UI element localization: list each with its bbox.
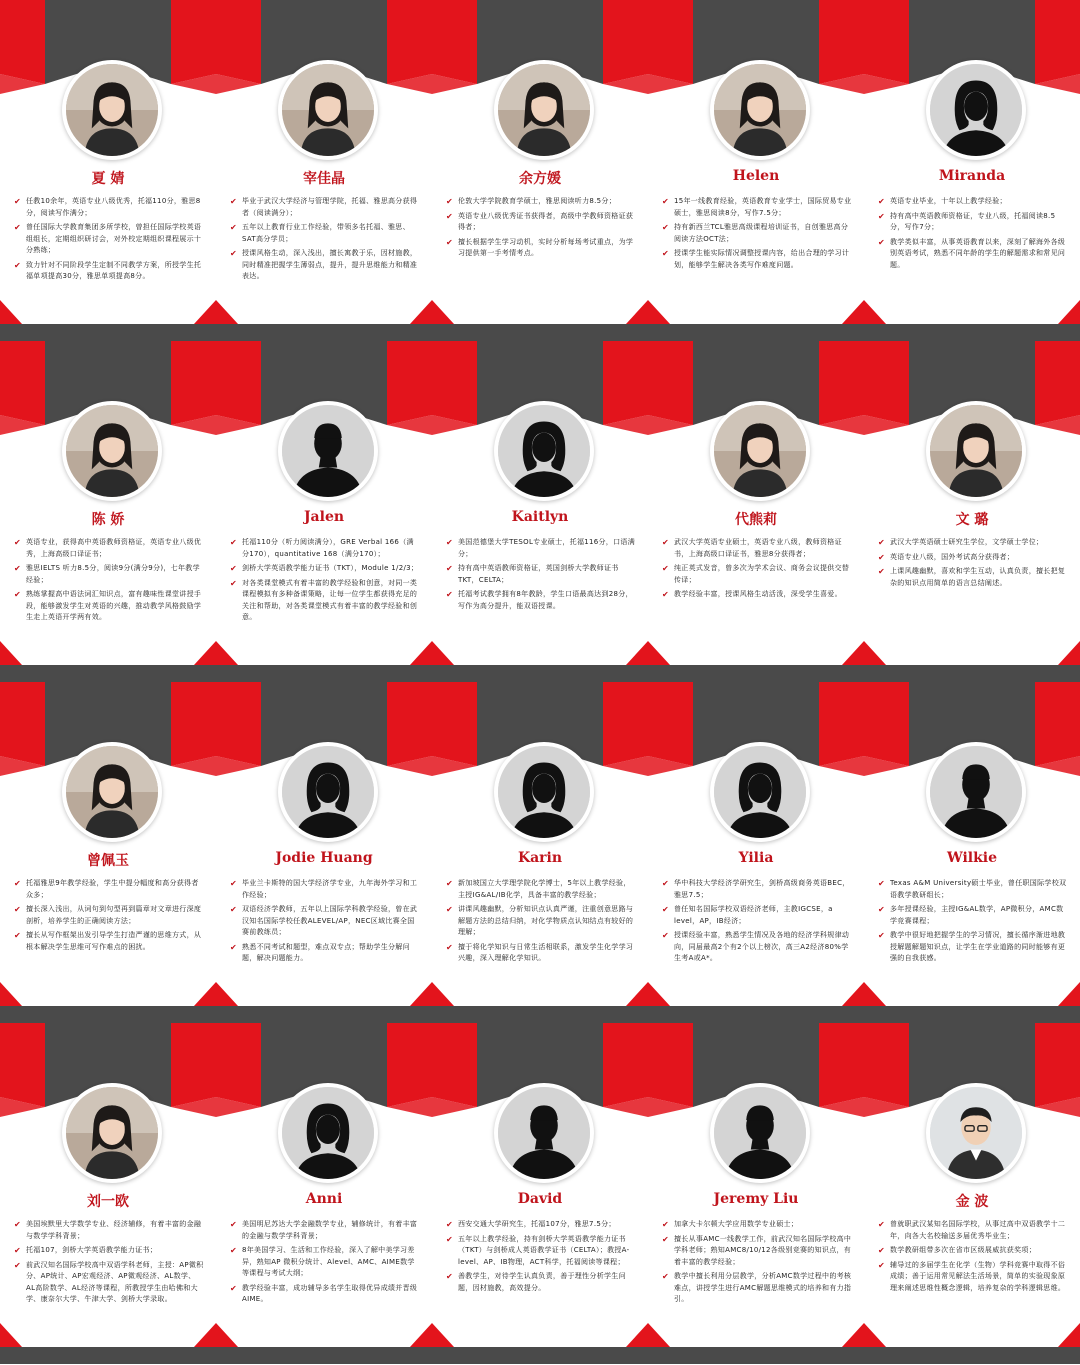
- checkmark-icon: ✔: [878, 538, 886, 547]
- teacher-bullet: [230, 248, 420, 283]
- checkmark-icon: ✔: [878, 552, 886, 562]
- teacher-bullet-text: 熟练掌握高中语法词汇知识点，富有趣味性课堂讲授手段，能够激发学生对英语的兴趣，推动教学风格鼓励学生走上英语开学两有效。: [26, 590, 202, 621]
- teacher-bullets: [878, 878, 1068, 968]
- teacher-bullet: [662, 196, 852, 219]
- teacher-bullet-text: 曾就职武汉某知名国际学校，从事过高中双语教学十二年，向各大名校输送多届优秀毕业生；: [890, 1220, 1066, 1240]
- teacher-card: [648, 0, 864, 341]
- teacher-bullet-text: 对各类课堂模式有着丰富的教学经验和创意，对同一类课程模拟有多种备课策略，让每一位学生都获得充足的关注和帮助，对各类课堂模式有着丰富的教学经验和创意。: [242, 578, 418, 621]
- teacher-bullet-text: 西安交通大学研究生，托福107分，雅思7.5分；: [458, 1220, 616, 1228]
- teacher-bullet-text: 英语专业，获得高中英语教师资格证，英语专业八级优秀，上海高级口译证书；: [26, 538, 202, 558]
- teacher-bullet-text: 加拿大卡尔顿大学应用数学专业硕士；: [674, 1220, 799, 1228]
- teacher-bullet-text: 教学经验丰富，成功辅导多名学生取得优异成绩并晋级AIME。: [242, 1283, 418, 1303]
- checkmark-icon: ✔: [446, 1234, 454, 1244]
- checkmark-icon: ✔: [878, 197, 886, 206]
- teacher-bullets: [446, 537, 636, 615]
- checkmark-icon: ✔: [878, 931, 886, 940]
- checkmark-icon: ✔: [446, 538, 454, 547]
- teacher-bullet: [14, 1245, 204, 1257]
- teacher-card: [432, 682, 648, 1023]
- teacher-bullet-text: 擅长深入浅出，从词句到句型再到篇章对文章进行深度剖析，培养学生的正确阅读方法；: [26, 905, 202, 925]
- teacher-bullet: [662, 1234, 852, 1269]
- teacher-bullets: [14, 878, 204, 956]
- teacher-avatar-silhouette: [494, 401, 594, 501]
- teacher-bullet-text: 教学中擅长利用分层教学，分析AMC数学过程中的考核难点，讲授学生进行AMC解题思维模式的培养和有力指引。: [674, 1272, 852, 1303]
- teacher-bullet-text: 剑桥大学英语教学能力证书（TKT），Module 1/2/3；: [242, 564, 419, 572]
- checkmark-icon: ✔: [662, 1220, 670, 1229]
- teacher-bullet: [446, 1234, 636, 1269]
- checkmark-icon: ✔: [230, 249, 238, 258]
- teacher-bullet: [878, 1219, 1068, 1242]
- teacher-avatar-photo: [710, 60, 810, 160]
- teacher-bullet: [662, 222, 852, 245]
- checkmark-icon: ✔: [878, 567, 886, 576]
- teacher-bullet: [14, 589, 204, 624]
- teacher-card: [432, 0, 648, 341]
- teacher-bullet: [878, 1260, 1068, 1295]
- teacher-bullet-text: 武汉大学英语硕士研究生学位，文学硕士学位；: [890, 538, 1044, 546]
- teacher-name: 文 璐: [955, 512, 989, 528]
- teacher-avatar-photo: [710, 401, 810, 501]
- teacher-bullet-text: 毕业于武汉大学经济与管理学院，托福、雅思高分获得者（阅读满分）；: [242, 197, 418, 217]
- teacher-avatar-silhouette: [278, 401, 378, 501]
- checkmark-icon: ✔: [230, 1246, 238, 1255]
- checkmark-icon: ✔: [662, 590, 670, 599]
- teacher-avatar-photo: [62, 401, 162, 501]
- teacher-bullet: [662, 563, 852, 586]
- teacher-bullets: [230, 1219, 420, 1309]
- teacher-bullet-text: Texas A&M University硕士毕业，曾任职国际学校双语教学教研组长；: [890, 879, 1067, 899]
- teacher-bullet: [446, 878, 636, 901]
- teacher-avatar-photo: [926, 401, 1026, 501]
- teacher-bullet-text: 英语专业八级优秀证书获得者，高级中学教师资格证获得者；: [458, 211, 634, 231]
- teacher-bullet: [446, 589, 636, 612]
- teacher-bullet: [230, 537, 420, 560]
- teacher-bullet-text: 擅于将化学知识与日常生活相联系，激发学生化学学习兴趣，深入理解化学知识。: [458, 942, 634, 962]
- teacher-bullet: [446, 237, 636, 260]
- teacher-bullet-text: 教学类似丰富，从事英语教育以来，深刻了解海外各级别英语考试，熟悉不同年龄的学生的解题需求和常见问题。: [890, 237, 1066, 269]
- teacher-card: [864, 0, 1080, 341]
- checkmark-icon: ✔: [230, 1283, 238, 1293]
- checkmark-icon: ✔: [662, 564, 670, 573]
- teacher-bullet: [878, 878, 1068, 901]
- checkmark-icon: ✔: [230, 223, 238, 232]
- teacher-bullet: [446, 196, 636, 208]
- teacher-bullet-text: 美国明尼苏达大学金融数学专业，辅修统计，有着丰富的金融与数学学科背景；: [242, 1220, 418, 1240]
- teacher-avatar-silhouette: [494, 1083, 594, 1183]
- teacher-bullet-text: 8年美国学习、生活和工作经验，深入了解中美学习差异，熟知AP 微积分统计、Alevel、AMC、AIME数学等课程与考试大纲；: [242, 1246, 415, 1277]
- teacher-bullet-text: 美国埃默里大学数学专业、经济辅修，有着丰富的金融与数学学科背景；: [26, 1220, 202, 1240]
- teacher-card: [648, 341, 864, 682]
- teacher-name: 金 波: [955, 1194, 989, 1210]
- teacher-bullet: [662, 248, 852, 271]
- teacher-bullet-text: 英语专业毕业，十年以上教学经验；: [890, 197, 1007, 205]
- teacher-name: Karin: [517, 850, 563, 866]
- teacher-bullet-text: 持有新西兰TCL雅思高级课程培训证书，自创雅思高分阅读方法OCT法；: [674, 223, 849, 243]
- teacher-bullet: [14, 904, 204, 927]
- teacher-bullet: [230, 904, 420, 939]
- teacher-name: 宰佳晶: [303, 171, 345, 187]
- checkmark-icon: ✔: [14, 260, 22, 270]
- teacher-bullets: [230, 537, 420, 627]
- teacher-bullet: [446, 1271, 636, 1294]
- teacher-bullet-text: 华中科技大学经济学研究生，剑桥高级商务英语BEC，雅思7.5；: [674, 879, 850, 899]
- teacher-bullet: [14, 537, 204, 560]
- checkmark-icon: ✔: [878, 1220, 886, 1229]
- teacher-bullet: [14, 1260, 204, 1306]
- teacher-card: [216, 341, 432, 682]
- checkmark-icon: ✔: [878, 1246, 886, 1255]
- teacher-bullet-text: 雅思IELTS 听力8.5分，阅读9分(满分9分)，七年教学经验；: [26, 564, 200, 584]
- teacher-card: [0, 0, 216, 341]
- checkmark-icon: ✔: [662, 538, 670, 547]
- teacher-bullet: [230, 878, 420, 901]
- teacher-bullet-text: 授课经验丰富，熟悉学生情况及各地的经济学科规律动向，同届最高2个有2个以上榜次，高三A2经济80%学生考A或A*。: [674, 931, 850, 962]
- checkmark-icon: ✔: [14, 1260, 22, 1270]
- teacher-bullet-text: 15年一线教育经验，英语教育专业学士，国际贸易专业硕士，雅思阅读8分，写作7.5分；: [674, 197, 852, 217]
- checkmark-icon: ✔: [662, 1272, 670, 1281]
- checkmark-icon: ✔: [446, 211, 454, 221]
- checkmark-icon: ✔: [230, 197, 238, 206]
- checkmark-icon: ✔: [878, 237, 886, 247]
- teacher-avatar-silhouette: [278, 1083, 378, 1183]
- teacher-bullet-text: 托福107，剑桥大学英语教学能力证书；: [26, 1246, 158, 1254]
- teacher-name: Jeremy Liu: [713, 1191, 799, 1207]
- teacher-avatar-photo: [62, 1083, 162, 1183]
- teacher-bullet: [878, 211, 1068, 234]
- teacher-bullets: [878, 196, 1068, 274]
- checkmark-icon: ✔: [14, 1246, 22, 1255]
- checkmark-icon: ✔: [14, 590, 22, 599]
- teacher-bullet-text: 纯正英式发音，曾多次为学术会议、商务会议提供交替传译；: [674, 564, 850, 584]
- teacher-bullet: [14, 222, 204, 257]
- teacher-card: [216, 0, 432, 341]
- checkmark-icon: ✔: [446, 879, 454, 888]
- teacher-bullet: [230, 1245, 420, 1280]
- teacher-bullet: [14, 930, 204, 953]
- checkmark-icon: ✔: [446, 564, 454, 573]
- checkmark-icon: ✔: [230, 1220, 238, 1229]
- teacher-bullet-text: 擅长从事AMC一线教学工作，前武汉知名国际学校高中学科老师；熟知AMC8/10/12各级别竞赛的知识点，有着丰富的教学经验；: [674, 1234, 852, 1266]
- teacher-bullet-text: 曾任国际大学教育集团多所学校，曾担任国际学校英语组组长，定期组织研讨会，对外校定期组织课程展示十分熟练；: [26, 223, 202, 254]
- teacher-bullet-text: 毕业兰卡斯特的国大学经济学专业，九年海外学习和工作经验；: [242, 879, 418, 899]
- checkmark-icon: ✔: [230, 564, 238, 573]
- checkmark-icon: ✔: [14, 564, 22, 573]
- teacher-bullets: [14, 537, 204, 627]
- teacher-bullet-text: 擅长根据学生学习动机，实时分析每场考试重点，为学习提供第一手考情考点。: [458, 237, 634, 257]
- teacher-bullet: [230, 222, 420, 245]
- teacher-bullet: [446, 211, 636, 234]
- teacher-bullet-text: 辅导过的多届学生在化学（生物）学科竞赛中取得不俗成绩；善于运用常见解法生活场景，简单的实验现象原理来阐述思维性概念逻辑，培养复杂的学科逻辑思维。: [890, 1260, 1066, 1292]
- teacher-name: Kaitlyn: [511, 509, 569, 525]
- teacher-bullet-text: 授课学生能实际情况调整授课内容，给出合理的学习计划，能够学生解决各类写作难度问题。: [674, 249, 850, 269]
- checkmark-icon: ✔: [446, 942, 454, 952]
- teacher-avatar-photo: [926, 1083, 1026, 1183]
- teacher-name: Yilia: [738, 850, 774, 866]
- teacher-bullet: [446, 563, 636, 586]
- teacher-bullets: [230, 196, 420, 286]
- checkmark-icon: ✔: [662, 931, 670, 940]
- teacher-bullet: [446, 537, 636, 560]
- checkmark-icon: ✔: [446, 1272, 454, 1281]
- teacher-bullet-text: 前武汉知名国际学校高中双语学科老师，主授：AP微积分、AP统计、AP宏观经济、AP微观经济、AL数学、AL高阶数学、AL经济等课程，所教授学生由哈佛和大学、康奈尔大学、牛津大学、剑桥大学录取。: [26, 1260, 204, 1303]
- teacher-card: [0, 682, 216, 1023]
- teacher-bullet: [230, 1219, 420, 1242]
- teacher-bullet-text: 教学中很好地把握学生的学习情况，擅长循序渐进地教授解题解题知识点，让学生在学业道路的同时能够有更强的自我获感。: [890, 931, 1066, 962]
- checkmark-icon: ✔: [230, 538, 238, 547]
- teacher-avatar-photo: [278, 60, 378, 160]
- teacher-avatar-silhouette: [926, 60, 1026, 160]
- checkmark-icon: ✔: [662, 197, 670, 206]
- teacher-avatar-photo: [62, 60, 162, 160]
- checkmark-icon: ✔: [878, 879, 886, 888]
- teacher-name: 曾佩玉: [87, 853, 129, 869]
- teacher-name: 夏 婧: [91, 171, 125, 187]
- checkmark-icon: ✔: [14, 1220, 22, 1229]
- teacher-bullet: [878, 537, 1068, 549]
- teacher-bullet: [662, 878, 852, 901]
- teacher-bullet-text: 英语专业八级，国外考试高分获得者；: [890, 552, 1015, 561]
- teacher-name: David: [517, 1191, 563, 1207]
- teacher-avatar-photo: [494, 60, 594, 160]
- checkmark-icon: ✔: [446, 237, 454, 247]
- teacher-name: Jodie Huang: [275, 850, 373, 866]
- teacher-bullets: [662, 537, 852, 604]
- teacher-bullet: [14, 563, 204, 586]
- checkmark-icon: ✔: [662, 249, 670, 258]
- checkmark-icon: ✔: [878, 211, 886, 221]
- teacher-bullets: [14, 1219, 204, 1309]
- teacher-name: 余方媛: [519, 171, 561, 187]
- teacher-card: [432, 341, 648, 682]
- checkmark-icon: ✔: [14, 223, 22, 232]
- checkmark-icon: ✔: [230, 905, 238, 914]
- teacher-bullets: [230, 878, 420, 968]
- teacher-bullet: [878, 1245, 1068, 1257]
- teacher-bullet: [230, 196, 420, 219]
- teacher-bullet: [446, 1219, 636, 1231]
- teacher-bullets: [14, 196, 204, 286]
- teacher-bullet: [878, 566, 1068, 589]
- teacher-bullet: [662, 1219, 852, 1231]
- checkmark-icon: ✔: [14, 538, 22, 547]
- teacher-bullet: [230, 578, 420, 624]
- checkmark-icon: ✔: [878, 1260, 886, 1270]
- teacher-bullet-text: 多年授课经验，主授IG&AL数学，AP微积分，AMC数学竞赛课程；: [890, 905, 1064, 925]
- teacher-bullet: [230, 1283, 420, 1306]
- teacher-bullet: [14, 260, 204, 283]
- teacher-bullet-text: 任教10余年，英语专业八级优秀，托福110分，雅思8分，阅读写作满分；: [26, 197, 201, 217]
- teacher-bullets: [446, 878, 636, 968]
- teacher-bullet-text: 数学教研组带多次在省市区级展威抗获奖项；: [890, 1246, 1036, 1254]
- checkmark-icon: ✔: [662, 905, 670, 914]
- teacher-card: [864, 341, 1080, 682]
- teacher-bullet-text: 教学经验丰富，授课风格生动活泼，深受学生喜爱。: [674, 590, 842, 598]
- teacher-avatar-photo: [62, 742, 162, 842]
- teacher-bullet-text: 擅长从写作框架出发引导学生打造严谨的思维方式，从根本解决学生思维可写作难点的困扰。: [26, 931, 202, 951]
- checkmark-icon: ✔: [14, 905, 22, 914]
- checkmark-icon: ✔: [446, 590, 454, 599]
- teacher-card: [0, 1023, 216, 1364]
- teacher-bullet-text: 托福雅思9年教学经验，学生中提分幅度和高分获得者众多；: [26, 879, 199, 899]
- teacher-bullet-text: 熟悉不同考试和题型，难点双专点；帮助学生分解问题，解决问题能力。: [242, 942, 410, 962]
- teacher-bullets: [446, 196, 636, 263]
- teacher-bullets: [662, 878, 852, 968]
- teacher-card: [216, 1023, 432, 1364]
- teacher-bullet: [878, 552, 1068, 564]
- teacher-bullet-text: 美国范德堡大学TESOL专业硕士，托福116分，口语满分；: [458, 538, 636, 558]
- teacher-bullet-text: 持有高中英语教师资格证，英国剑桥大学教师证书TKT，CELTA；: [458, 564, 619, 584]
- teacher-card: [864, 1023, 1080, 1364]
- teacher-bullet: [662, 904, 852, 927]
- checkmark-icon: ✔: [14, 931, 22, 940]
- checkmark-icon: ✔: [230, 578, 238, 588]
- teacher-bullet-text: 持有高中英语教师资格证，专业八级，托福阅读8.5分，写作7分；: [890, 211, 1056, 231]
- teacher-bullet: [878, 237, 1068, 272]
- teacher-bullet-text: 五年以上教育行业工作经验，带领多名托福、雅思、SAT高分学员；: [242, 223, 410, 243]
- teacher-bullet: [446, 942, 636, 965]
- teacher-bullet-text: 善教学生，对待学生认真负责，善于理性分析学生问题，因材施教，高效提分。: [458, 1272, 626, 1292]
- teacher-bullet-text: 伦敦大学学院教育学硕士，雅思阅读听力8.5分；: [458, 197, 617, 205]
- teacher-bullet: [230, 563, 420, 575]
- checkmark-icon: ✔: [230, 942, 238, 952]
- teacher-bullet-text: 致力针对不同阶段学生定制不同教学方案，所授学生托福单项提高30分，雅思单项提高8分。: [26, 260, 202, 280]
- teacher-name: Miranda: [938, 168, 1006, 184]
- teacher-name: Anni: [305, 1191, 343, 1207]
- teacher-bullet-text: 武汉大学英语专业硕士，英语专业八级，教师资格证书，上海高级口译证书，雅思8分获得者；: [674, 538, 842, 558]
- teacher-avatar-silhouette: [278, 742, 378, 842]
- teacher-bullets: [878, 1219, 1068, 1297]
- teacher-bullets: [662, 196, 852, 274]
- checkmark-icon: ✔: [446, 197, 454, 206]
- checkmark-icon: ✔: [230, 879, 238, 888]
- teacher-name: Jalen: [303, 509, 345, 525]
- teacher-bullet: [230, 942, 420, 965]
- teacher-bullet: [878, 904, 1068, 927]
- teacher-bullet: [14, 196, 204, 219]
- checkmark-icon: ✔: [662, 1234, 670, 1244]
- teacher-name: 陈 娇: [91, 512, 125, 528]
- teacher-bullet: [662, 537, 852, 560]
- teacher-name: Wilkie: [946, 850, 998, 866]
- teacher-card: [864, 682, 1080, 1023]
- teacher-avatar-silhouette: [926, 742, 1026, 842]
- teacher-bullet-text: 五年以上教学经验，持有剑桥大学英语教学能力证书（TKT）与剑桥成人英语教学证书（CELTA）；教授A-level、AP、IB物理，ACT科学，托福阅读等课程；: [458, 1234, 630, 1266]
- teacher-bullet: [662, 930, 852, 965]
- teacher-bullet: [878, 196, 1068, 208]
- checkmark-icon: ✔: [878, 905, 886, 914]
- teacher-bullets: [662, 1219, 852, 1309]
- teacher-card: [0, 341, 216, 682]
- teacher-card: [648, 1023, 864, 1364]
- teacher-bullet: [662, 589, 852, 601]
- teacher-name: 代熊莉: [735, 512, 777, 528]
- checkmark-icon: ✔: [14, 879, 22, 888]
- checkmark-icon: ✔: [662, 223, 670, 232]
- teacher-avatar-silhouette: [494, 742, 594, 842]
- teacher-bullet: [662, 1271, 852, 1306]
- teacher-card: [648, 682, 864, 1023]
- teacher-bullet: [878, 930, 1068, 965]
- teacher-bullet: [446, 904, 636, 939]
- teacher-bullet-text: 上课风趣幽默，喜欢和学生互动，认真负责，擅长把复杂的知识点用简单的语言总结阐述。: [890, 567, 1066, 587]
- checkmark-icon: ✔: [662, 879, 670, 888]
- teacher-bullet: [14, 1219, 204, 1242]
- teacher-avatar-silhouette: [710, 742, 810, 842]
- teacher-bullets: [878, 537, 1068, 592]
- checkmark-icon: ✔: [446, 905, 454, 914]
- checkmark-icon: ✔: [446, 1220, 454, 1229]
- teacher-name: 刘一欧: [87, 1194, 129, 1210]
- teacher-bullets: [446, 1219, 636, 1297]
- teacher-bullet: [14, 878, 204, 901]
- teacher-bullet-text: 双语经济学教师，五年以上国际学科教学经验，曾在武汉知名国际学校任教ALEVEL/AP，NEC区域比赛全国赛前教练员；: [242, 905, 418, 936]
- checkmark-icon: ✔: [14, 197, 22, 206]
- teacher-card: [216, 682, 432, 1023]
- teacher-bullet-text: 托福110分（听力阅读满分），GRE Verbal 166（满分170），quantitative 168（满分170）；: [242, 538, 414, 558]
- teacher-bullet-text: 讲课风趣幽默，分析知识点认真严谨，注重创意思路与解题方法的总结归纳，对化学物质点认知结点有较好的理解；: [458, 905, 634, 936]
- teacher-bullet-text: 授课风格生动，深入浅出，擅长寓教于乐，因材施教，同时精准把握学生薄弱点，提升，提升思维能力和精准表达。: [242, 249, 418, 280]
- teacher-bullet-text: 托福考试教学拥有8年教龄，学生口语最高达到28分，写作为高分提升，能双语授课。: [458, 590, 633, 610]
- teacher-card: [432, 1023, 648, 1364]
- teacher-name: Helen: [732, 168, 780, 184]
- teacher-avatar-silhouette: [710, 1083, 810, 1183]
- teacher-bullet-text: 曾任知名国际学校双语经济老师，主教IGCSE，a level，AP，IB经济；: [674, 905, 833, 925]
- teacher-bullet-text: 新加坡国立大学理学院化学博士，5年以上教学经验，主授IG&AL/IB化学，具备丰富的教学经验；: [458, 879, 631, 899]
